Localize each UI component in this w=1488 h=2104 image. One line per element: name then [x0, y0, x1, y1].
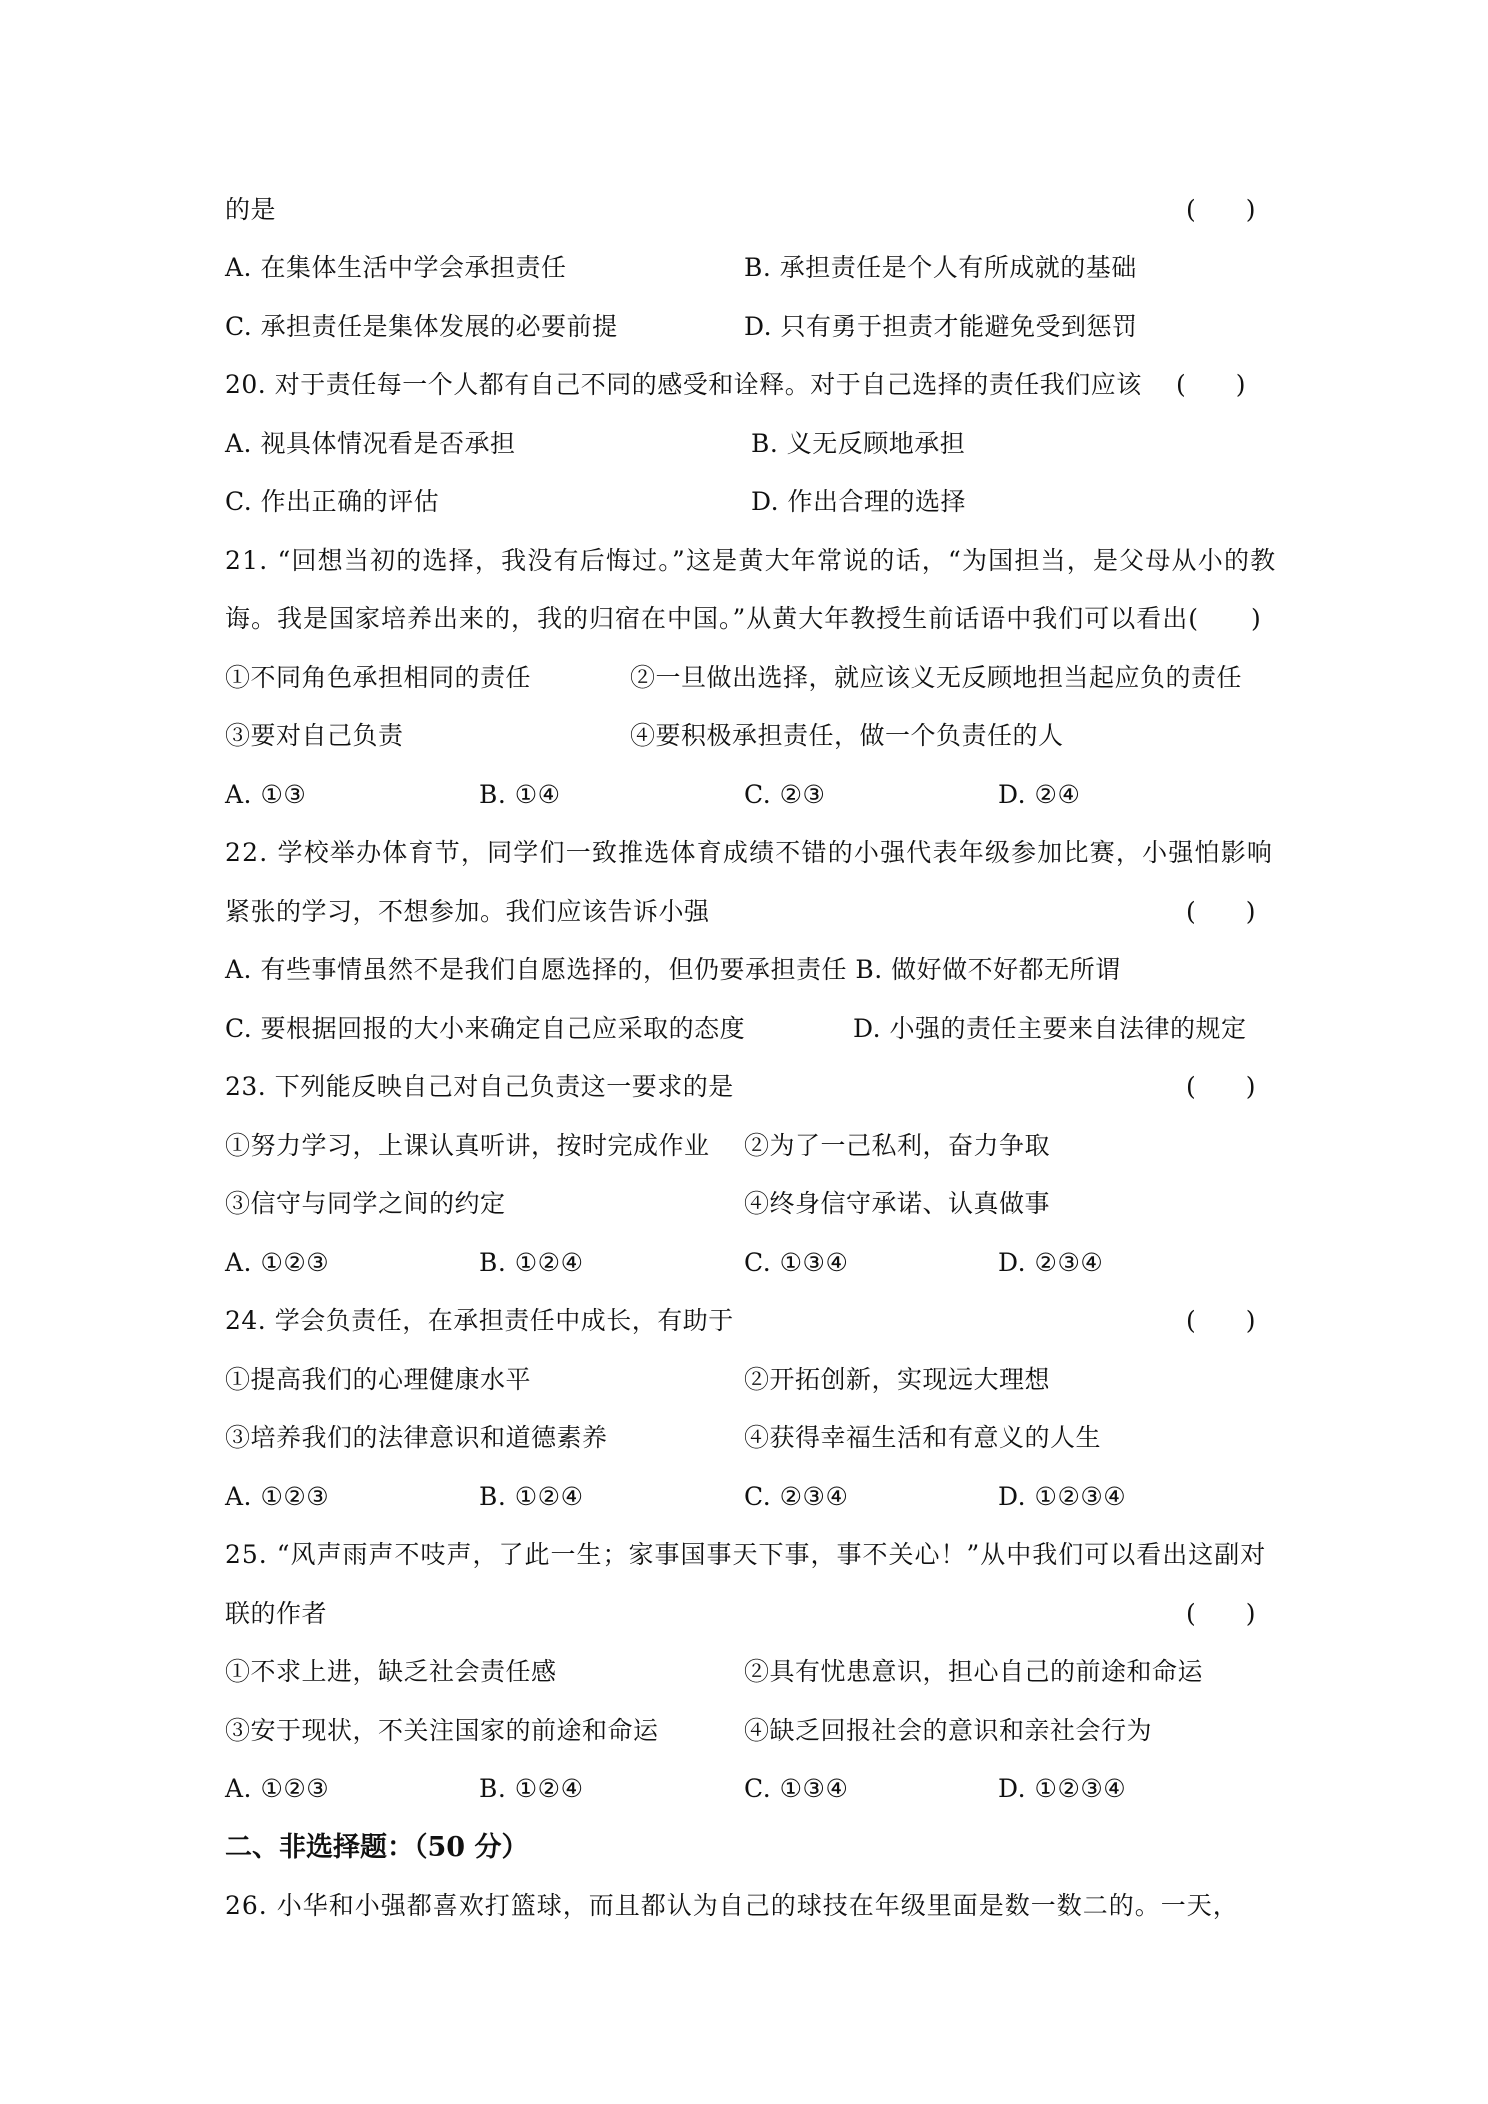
q25-stem-line1: 25. “风声雨声不吱声，了此一生；家事国事天下事，事不关心！”从中我们可以看出这副对	[225, 1540, 1267, 1569]
q25-option-d: D. ①②③④	[998, 1774, 1127, 1803]
q19-answer-paren: ( )	[1186, 195, 1256, 224]
q23-option-b: B. ①②④	[479, 1248, 584, 1277]
q19-option-b: B. 承担责任是个人有所成就的基础	[744, 253, 1137, 282]
q20-option-c: C. 作出正确的评估	[225, 487, 440, 516]
q22-stem-line1: 22. 学校举办体育节，同学们一致推选体育成绩不错的小强代表年级参加比赛，小强怕影响	[225, 838, 1274, 867]
q23-option-a: A. ①②③	[225, 1248, 330, 1277]
q21-option-a: A. ①③	[225, 780, 307, 809]
q21-option-b: B. ①④	[479, 780, 561, 809]
q19-option-d: D. 只有勇于担责才能避免受到惩罚	[744, 312, 1138, 341]
q24-item-2: ②开拓创新，实现远大理想	[744, 1365, 1051, 1394]
q24-stem: 24. 学会负责任，在承担责任中成长，有助于	[225, 1306, 734, 1335]
q20-option-d: D. 作出合理的选择	[751, 487, 967, 516]
q21-stem-line2: 诲。我是国家培养出来的，我的归宿在中国。”从黄大年教授生前话语中我们可以看出( )	[225, 604, 1262, 633]
q21-stem-line1: 21. “回想当初的选择，我没有后悔过。”这是黄大年常说的话，“为国担当，是父母从小的教	[225, 546, 1277, 575]
q23-item-2: ②为了一己私利，奋力争取	[744, 1131, 1051, 1160]
q19-option-c: C. 承担责任是集体发展的必要前提	[225, 312, 618, 341]
q25-option-b: B. ①②④	[479, 1774, 584, 1803]
q19-option-a: A. 在集体生活中学会承担责任	[225, 253, 567, 282]
q21-item-2: ②一旦做出选择，就应该义无反顾地担当起应负的责任	[630, 663, 1243, 692]
q21-item-4: ④要积极承担责任，做一个负责任的人	[630, 721, 1064, 750]
q24-item-4: ④获得幸福生活和有意义的人生	[744, 1423, 1102, 1452]
q20-option-a: A. 视具体情况看是否承担	[225, 429, 516, 458]
q24-option-d: D. ①②③④	[998, 1482, 1127, 1511]
q22-stem-line2: 紧张的学习，不想参加。我们应该告诉小强	[225, 897, 710, 926]
q21-item-1: ①不同角色承担相同的责任	[225, 663, 532, 692]
q25-item-1: ①不求上进，缺乏社会责任感	[225, 1657, 557, 1686]
q24-option-c: C. ②③④	[744, 1482, 849, 1511]
q24-answer-paren: ( )	[1186, 1306, 1256, 1335]
q25-item-2: ②具有忧患意识，担心自己的前途和命运	[744, 1657, 1204, 1686]
q23-item-3: ③信守与同学之间的约定	[225, 1189, 506, 1218]
q24-item-3: ③培养我们的法律意识和道德素养	[225, 1423, 608, 1452]
q22-option-c: C. 要根据回报的大小来确定自己应采取的态度	[225, 1014, 746, 1043]
q21-option-d: D. ②④	[998, 780, 1081, 809]
q25-answer-paren: ( )	[1186, 1599, 1256, 1628]
q21-item-3: ③要对自己负责	[225, 721, 404, 750]
q25-option-c: C. ①③④	[744, 1774, 849, 1803]
q20-option-b: B. 义无反顾地承担	[751, 429, 966, 458]
q25-item-3: ③安于现状，不关注国家的前途和命运	[225, 1716, 659, 1745]
q20-stem: 20. 对于责任每一个人都有自己不同的感受和诠释。对于自己选择的责任我们应该	[225, 370, 1142, 399]
q21-option-c: C. ②③	[744, 780, 826, 809]
q24-item-1: ①提高我们的心理健康水平	[225, 1365, 532, 1394]
section-heading: 二、非选择题：（50 分）	[225, 1832, 529, 1863]
q22-answer-paren: ( )	[1186, 897, 1256, 926]
q23-answer-paren: ( )	[1186, 1072, 1256, 1101]
q19-stem-tail: 的是	[225, 195, 277, 224]
q24-option-b: B. ①②④	[479, 1482, 584, 1511]
q23-item-4: ④终身信守承诺、认真做事	[744, 1189, 1051, 1218]
q20-answer-paren: ( )	[1176, 370, 1246, 399]
q23-item-1: ①努力学习，上课认真听讲，按时完成作业	[225, 1131, 710, 1160]
q25-option-a: A. ①②③	[225, 1774, 330, 1803]
q24-option-a: A. ①②③	[225, 1482, 330, 1511]
q23-option-d: D. ②③④	[998, 1248, 1104, 1277]
q22-option-ab: A. 有些事情虽然不是我们自愿选择的，但仍要承担责任 B. 做好做不好都无所谓	[225, 955, 1121, 984]
q22-option-d: D. 小强的责任主要来自法律的规定	[853, 1014, 1247, 1043]
q23-stem: 23. 下列能反映自己对自己负责这一要求的是	[225, 1072, 734, 1101]
q26-stem: 26. 小华和小强都喜欢打篮球，而且都认为自己的球技在年级里面是数一数二的。一天，	[225, 1891, 1239, 1920]
q25-item-4: ④缺乏回报社会的意识和亲社会行为	[744, 1716, 1153, 1745]
q23-option-c: C. ①③④	[744, 1248, 849, 1277]
q25-stem-line2: 联的作者	[225, 1599, 328, 1628]
